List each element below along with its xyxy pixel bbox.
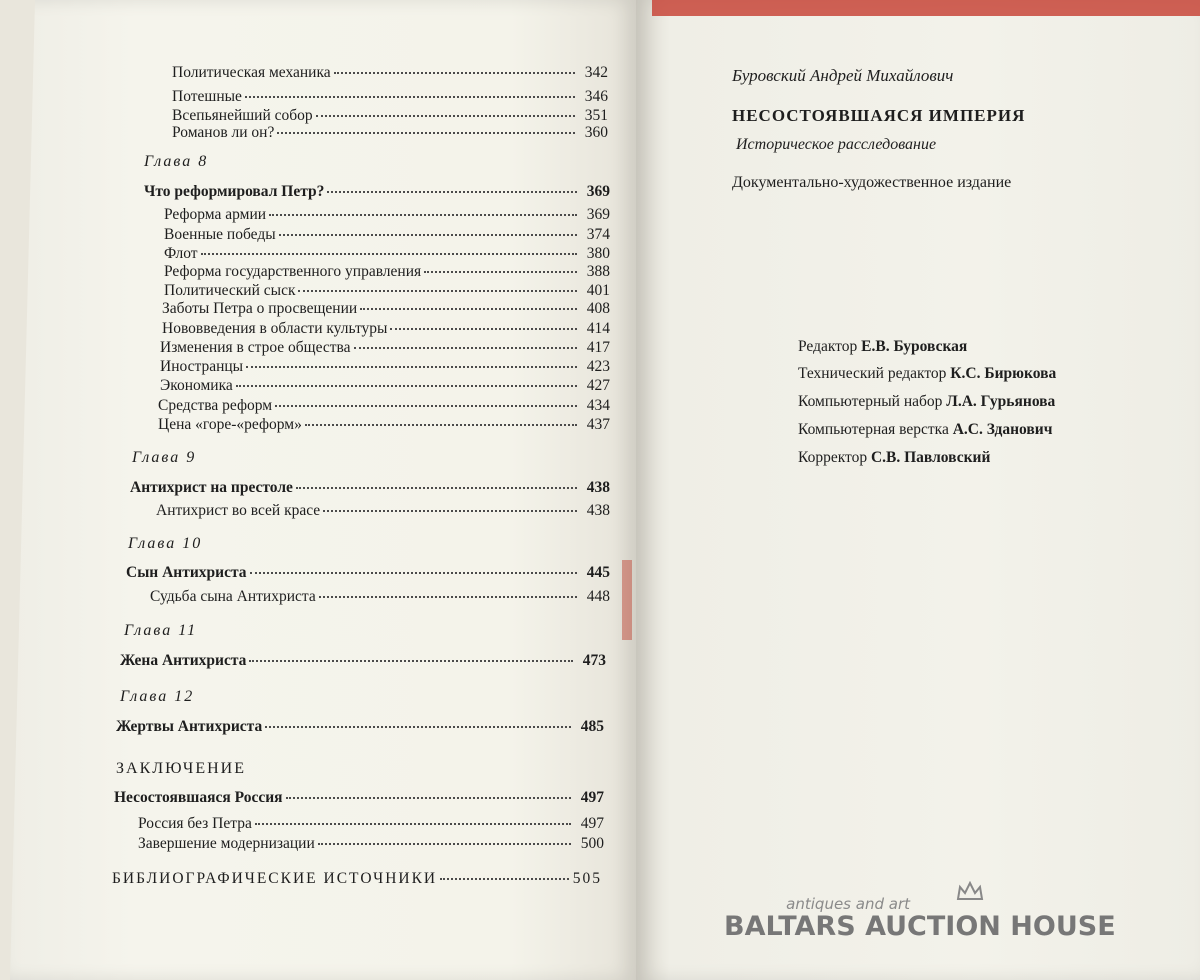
toc-title: Романов ли он? (172, 124, 275, 141)
leader-dots (316, 111, 575, 117)
leader-dots (360, 304, 577, 310)
credit-line (798, 393, 1055, 411)
toc-entry (158, 416, 610, 434)
toc-entry (172, 64, 608, 82)
credit-name: Е.В. Буровская (861, 338, 968, 355)
toc-page: 437 (586, 416, 610, 433)
book-title: НЕСОСТОЯВШАЯСЯ ИМПЕРИЯ (732, 106, 1026, 125)
toc-page: 434 (586, 397, 610, 414)
chapter-heading (116, 718, 604, 736)
toc-entry (164, 226, 610, 244)
leader-dots (201, 249, 577, 255)
leader-dots (298, 286, 577, 292)
toc-entry (172, 88, 608, 106)
toc-title: Политический сыск (164, 282, 296, 299)
chapter-label: Глава 10 (128, 535, 203, 552)
leader-dots (286, 793, 571, 799)
leader-dots (255, 819, 571, 825)
toc-entry (138, 815, 604, 833)
toc-title: Цена «горе-«реформ» (158, 416, 302, 433)
toc-title: Средства реформ (158, 397, 273, 414)
book-subtitle: Историческое расследование (736, 136, 937, 153)
leader-dots (390, 324, 577, 330)
toc-title: Жена Антихриста (120, 652, 247, 669)
credit-line (798, 449, 990, 467)
toc-page: 369 (586, 183, 610, 200)
leader-dots (275, 401, 577, 407)
toc-title: Изменения в строе общества (160, 339, 351, 356)
chapter-heading (114, 789, 604, 807)
toc-title: Экономика (160, 377, 233, 394)
toc-page: 427 (586, 377, 610, 394)
toc-page: 380 (586, 245, 610, 262)
toc-page: 438 (586, 479, 610, 496)
toc-page: 505 (572, 870, 602, 887)
toc-page: 346 (584, 88, 608, 105)
watermark (720, 895, 1120, 955)
toc-entry (160, 377, 610, 395)
leader-dots (305, 420, 577, 426)
toc-page: 360 (584, 124, 608, 141)
toc-page: 351 (584, 107, 608, 124)
toc-page: 374 (586, 226, 610, 243)
toc-page: 414 (586, 320, 610, 337)
leader-dots (440, 874, 569, 880)
toc-title: Антихрист на престоле (130, 479, 293, 496)
leader-dots (236, 381, 577, 387)
toc-page: 497 (580, 815, 604, 832)
credit-name: С.В. Павловский (870, 449, 991, 466)
credit-line (798, 338, 967, 356)
leader-dots (246, 362, 577, 368)
chapter-heading (126, 564, 610, 582)
toc-title: Заботы Петра о просвещении (162, 300, 358, 317)
toc-title: Политическая механика (172, 64, 331, 81)
leader-dots (354, 343, 577, 349)
credit-name: К.С. Бирюкова (950, 365, 1057, 382)
watermark-main: BALTARS AUCTION HOUSE (724, 911, 1116, 942)
toc-entry (164, 245, 610, 263)
chapter-heading (130, 479, 610, 497)
cover-edge (652, 0, 1200, 16)
toc-title: Судьба сына Антихриста (150, 588, 316, 605)
toc-entry (172, 107, 608, 125)
crown-icon (956, 881, 984, 903)
toc-page: 401 (586, 282, 610, 299)
chapter-label: Глава 11 (124, 622, 198, 639)
toc-page: 473 (582, 652, 606, 669)
toc-title: Иностранцы (160, 358, 244, 375)
toc-title: Россия без Петра (138, 815, 252, 832)
watermark-script: antiques and art (786, 895, 910, 913)
toc-title: Антихрист во всей красе (156, 502, 321, 519)
book-author: Буровский Андрей Михайлович (732, 66, 954, 85)
credit-name: Л.А. Гурьянова (946, 393, 1056, 410)
toc-title: Нововведения в области культуры (162, 320, 388, 337)
toc-page: 485 (580, 718, 604, 735)
chapter-heading (144, 183, 610, 201)
cover-edge-side (622, 560, 632, 640)
toc-title: Завершение модернизации (138, 835, 315, 852)
toc-page: 417 (586, 339, 610, 356)
toc-entry (164, 282, 610, 300)
toc-title: БИБЛИОГРАФИЧЕСКИЕ ИСТОЧНИКИ (112, 870, 438, 887)
leader-dots (318, 839, 571, 845)
chapter-label: Глава 8 (144, 153, 209, 170)
book-edition: Документально-художественное издание (732, 174, 1012, 191)
toc-entry-bibliography (112, 870, 602, 888)
toc-entry (160, 358, 610, 376)
toc-page: 500 (580, 835, 604, 852)
toc-title: Потешные (172, 88, 242, 105)
leader-dots (279, 230, 577, 236)
toc-page: 342 (584, 64, 608, 81)
toc-entry (150, 588, 610, 606)
toc-entry (162, 320, 610, 338)
credit-role: Компьютерный набор (798, 393, 943, 410)
toc-entry (158, 397, 610, 415)
credit-line (798, 365, 1056, 383)
leader-dots (319, 592, 577, 598)
credit-name: А.С. Зданович (952, 421, 1053, 438)
toc-title: Что реформировал Петр? (144, 183, 325, 200)
leader-dots (334, 68, 575, 74)
toc-page: 408 (586, 300, 610, 317)
toc-title: Военные победы (164, 226, 276, 243)
toc-page: 438 (586, 502, 610, 519)
toc-entry (138, 835, 604, 853)
toc-entry (156, 502, 610, 520)
toc-page: 448 (586, 588, 610, 605)
chapter-label: Глава 12 (120, 688, 195, 705)
leader-dots (269, 210, 577, 216)
leader-dots (323, 506, 577, 512)
toc-page: 497 (580, 789, 604, 806)
chapter-label: Глава 9 (132, 449, 197, 466)
toc-title: Реформа государственного управления (164, 263, 422, 280)
toc-entry (160, 339, 610, 357)
leader-dots (249, 656, 573, 662)
toc-entry (162, 300, 610, 318)
section-label: ЗАКЛЮЧЕНИЕ (116, 760, 246, 777)
toc-entry (172, 124, 608, 142)
toc-page: 388 (586, 263, 610, 280)
credit-line (798, 421, 1052, 439)
credit-role: Компьютерная верстка (798, 421, 949, 438)
leader-dots (265, 722, 571, 728)
toc-title: Реформа армии (164, 206, 267, 223)
credit-role: Технический редактор (798, 365, 947, 382)
toc-page: 423 (586, 358, 610, 375)
credit-role: Корректор (798, 449, 868, 466)
toc-entry (164, 206, 610, 224)
toc-title: Всепьянейший собор (172, 107, 313, 124)
toc-title: Несостоявшаяся Россия (114, 789, 283, 806)
leader-dots (424, 267, 577, 273)
credit-role: Редактор (798, 338, 858, 355)
toc-page: 445 (586, 564, 610, 581)
toc-page: 369 (586, 206, 610, 223)
toc-title: Сын Антихриста (126, 564, 247, 581)
toc-title: Флот (164, 245, 198, 262)
leader-dots (250, 568, 577, 574)
leader-dots (296, 483, 577, 489)
toc-entry (164, 263, 610, 281)
chapter-heading (120, 652, 606, 670)
toc-title: Жертвы Антихриста (116, 718, 263, 735)
leader-dots (277, 128, 575, 134)
leader-dots (245, 92, 575, 98)
leader-dots (327, 187, 577, 193)
